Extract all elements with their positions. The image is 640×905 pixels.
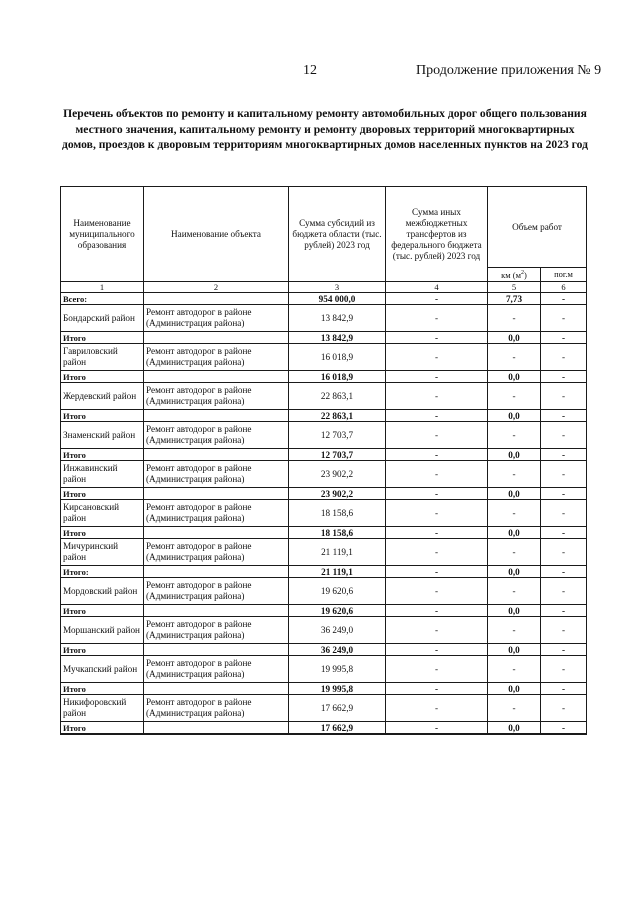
subtotal-row bbox=[61, 488, 587, 500]
district-name: Никифоровский район bbox=[61, 695, 144, 722]
subsidy-sum: 21 119,1 bbox=[289, 539, 386, 566]
subtotal-km: 0,0 bbox=[488, 488, 541, 500]
table-row bbox=[61, 422, 587, 449]
district-name: Мичуринский район bbox=[61, 539, 144, 566]
subtotal-object bbox=[144, 527, 289, 539]
subtotal-row bbox=[61, 605, 587, 617]
column-number: 5 bbox=[488, 282, 541, 293]
subsidy-sum: 16 018,9 bbox=[289, 344, 386, 371]
subtotal-label: Итого bbox=[61, 488, 144, 500]
header-subsidy: Сумма субсидий из бюджета области (тыс. рублей) 2023 год bbox=[289, 187, 386, 282]
table-row bbox=[61, 656, 587, 683]
grand-total-row bbox=[61, 293, 587, 305]
subtotal-label: Итого bbox=[61, 527, 144, 539]
table-row bbox=[61, 617, 587, 644]
km-value: - bbox=[488, 617, 541, 644]
district-name: Бондарский район bbox=[61, 305, 144, 332]
table-row bbox=[61, 461, 587, 488]
subtotal-sum: 13 842,9 bbox=[289, 332, 386, 344]
subtotal-km: 0,0 bbox=[488, 449, 541, 461]
subtotal-km: 0,0 bbox=[488, 605, 541, 617]
subtotal-object bbox=[144, 449, 289, 461]
subtotal-km: 0,0 bbox=[488, 527, 541, 539]
subtotal-row bbox=[61, 410, 587, 422]
subtotal-transfers: - bbox=[386, 722, 488, 735]
subtotal-label: Итого bbox=[61, 644, 144, 656]
object-name: Ремонт автодорог в районе (Администрация района) bbox=[144, 461, 289, 488]
km-value: - bbox=[488, 695, 541, 722]
subtotal-transfers: - bbox=[386, 683, 488, 695]
km-value: - bbox=[488, 383, 541, 410]
objects-table bbox=[60, 186, 587, 735]
subtotal-object bbox=[144, 644, 289, 656]
grand-total-sum: 954 000,0 bbox=[289, 293, 386, 305]
subsidy-sum: 19 620,6 bbox=[289, 578, 386, 605]
table-row bbox=[61, 383, 587, 410]
subtotal-m: - bbox=[541, 644, 587, 656]
district-name: Кирсановский район bbox=[61, 500, 144, 527]
subtotal-km: 0,0 bbox=[488, 644, 541, 656]
subtotal-m: - bbox=[541, 410, 587, 422]
transfers-value: - bbox=[386, 617, 488, 644]
subsidy-sum: 18 158,6 bbox=[289, 500, 386, 527]
subtotal-label: Итого bbox=[61, 722, 144, 735]
subtotal-m: - bbox=[541, 332, 587, 344]
transfers-value: - bbox=[386, 656, 488, 683]
km-value: - bbox=[488, 344, 541, 371]
subtotal-sum: 22 863,1 bbox=[289, 410, 386, 422]
document-title: Перечень объектов по ремонту и капитальному ремонту автомобильных дорог общего пользования местного значения, капитальному ремонту и ремонту дворовых территорий многоквартирных домов, проездов к дворовым территориям многоквартирных домов населенных пунктов на 2023 год bbox=[61, 107, 588, 152]
subtotal-transfers: - bbox=[386, 332, 488, 344]
subtotal-row bbox=[61, 332, 587, 344]
subtotal-sum: 17 662,9 bbox=[289, 722, 386, 735]
grand-total-m: - bbox=[541, 293, 587, 305]
subsidy-sum: 13 842,9 bbox=[289, 305, 386, 332]
km-value: - bbox=[488, 578, 541, 605]
transfers-value: - bbox=[386, 461, 488, 488]
km-value: - bbox=[488, 461, 541, 488]
subtotal-label: Итого bbox=[61, 371, 144, 383]
subsidy-sum: 17 662,9 bbox=[289, 695, 386, 722]
object-name: Ремонт автодорог в районе (Администрация района) bbox=[144, 383, 289, 410]
subtotal-km: 0,0 bbox=[488, 371, 541, 383]
km-value: - bbox=[488, 305, 541, 332]
m-value: - bbox=[541, 695, 587, 722]
subtotal-row bbox=[61, 527, 587, 539]
subsidy-sum: 36 249,0 bbox=[289, 617, 386, 644]
district-name: Гавриловский район bbox=[61, 344, 144, 371]
district-name: Мучкапский район bbox=[61, 656, 144, 683]
subtotal-row bbox=[61, 683, 587, 695]
subtotal-km: 0,0 bbox=[488, 683, 541, 695]
subtotal-m: - bbox=[541, 527, 587, 539]
object-name: Ремонт автодорог в районе (Администрация района) bbox=[144, 695, 289, 722]
table-row bbox=[61, 500, 587, 527]
subtotal-sum: 19 620,6 bbox=[289, 605, 386, 617]
subtotal-row bbox=[61, 449, 587, 461]
subtotal-m: - bbox=[541, 566, 587, 578]
grand-total-km: 7,73 bbox=[488, 293, 541, 305]
transfers-value: - bbox=[386, 578, 488, 605]
subtotal-m: - bbox=[541, 683, 587, 695]
m-value: - bbox=[541, 383, 587, 410]
header-object: Наименование объекта bbox=[144, 187, 289, 282]
subtotal-m: - bbox=[541, 605, 587, 617]
subtotal-m: - bbox=[541, 488, 587, 500]
subtotal-row bbox=[61, 722, 587, 735]
district-name: Инжавинский район bbox=[61, 461, 144, 488]
object-name: Ремонт автодорог в районе (Администрация района) bbox=[144, 656, 289, 683]
subtotal-object bbox=[144, 605, 289, 617]
subtotal-label: Итого bbox=[61, 605, 144, 617]
object-name: Ремонт автодорог в районе (Администрация района) bbox=[144, 344, 289, 371]
m-value: - bbox=[541, 578, 587, 605]
page-number: 12 bbox=[303, 63, 317, 78]
header-lin-m: пог.м bbox=[541, 268, 587, 282]
subtotal-m: - bbox=[541, 722, 587, 735]
subtotal-sum: 16 018,9 bbox=[289, 371, 386, 383]
subtotal-row bbox=[61, 371, 587, 383]
transfers-value: - bbox=[386, 305, 488, 332]
km-value: - bbox=[488, 422, 541, 449]
appendix-label: Продолжение приложения № 9 bbox=[416, 63, 602, 78]
object-name: Ремонт автодорог в районе (Администрация района) bbox=[144, 539, 289, 566]
column-number: 2 bbox=[144, 282, 289, 293]
subtotal-row bbox=[61, 566, 587, 578]
header-transfers: Сумма иных межбюджетных трансфертов из федерального бюджета (тыс. рублей) 2023 год bbox=[386, 187, 488, 282]
km-value: - bbox=[488, 539, 541, 566]
subtotal-label: Итого bbox=[61, 683, 144, 695]
subtotal-object bbox=[144, 566, 289, 578]
column-number: 6 bbox=[541, 282, 587, 293]
subtotal-object bbox=[144, 410, 289, 422]
subtotal-object bbox=[144, 488, 289, 500]
subtotal-transfers: - bbox=[386, 527, 488, 539]
subtotal-transfers: - bbox=[386, 488, 488, 500]
object-name: Ремонт автодорог в районе (Администрация района) bbox=[144, 617, 289, 644]
table-row bbox=[61, 578, 587, 605]
table-row bbox=[61, 695, 587, 722]
subtotal-object bbox=[144, 683, 289, 695]
district-name: Знаменский район bbox=[61, 422, 144, 449]
table-row bbox=[61, 305, 587, 332]
subtotal-label: Итого: bbox=[61, 566, 144, 578]
grand-total-object bbox=[144, 293, 289, 305]
subtotal-sum: 12 703,7 bbox=[289, 449, 386, 461]
subtotal-sum: 21 119,1 bbox=[289, 566, 386, 578]
header-volume: Объем работ bbox=[488, 187, 587, 268]
district-name: Мордовский район bbox=[61, 578, 144, 605]
grand-total-transfers: - bbox=[386, 293, 488, 305]
m-value: - bbox=[541, 500, 587, 527]
subtotal-sum: 18 158,6 bbox=[289, 527, 386, 539]
km-value: - bbox=[488, 656, 541, 683]
subsidy-sum: 22 863,1 bbox=[289, 383, 386, 410]
subtotal-object bbox=[144, 722, 289, 735]
m-value: - bbox=[541, 305, 587, 332]
district-name: Жердевский район bbox=[61, 383, 144, 410]
m-value: - bbox=[541, 656, 587, 683]
column-numbers-row bbox=[61, 282, 587, 293]
subtotal-object bbox=[144, 371, 289, 383]
subtotal-label: Итого bbox=[61, 410, 144, 422]
subtotal-object bbox=[144, 332, 289, 344]
subtotal-sum: 19 995,8 bbox=[289, 683, 386, 695]
object-name: Ремонт автодорог в районе (Администрация района) bbox=[144, 422, 289, 449]
m-value: - bbox=[541, 539, 587, 566]
subtotal-sum: 23 902,2 bbox=[289, 488, 386, 500]
subsidy-sum: 19 995,8 bbox=[289, 656, 386, 683]
column-number: 1 bbox=[61, 282, 144, 293]
object-name: Ремонт автодорог в районе (Администрация района) bbox=[144, 578, 289, 605]
subtotal-km: 0,0 bbox=[488, 332, 541, 344]
transfers-value: - bbox=[386, 695, 488, 722]
transfers-value: - bbox=[386, 422, 488, 449]
header-municipality: Наименование муниципального образования bbox=[61, 187, 144, 282]
m-value: - bbox=[541, 344, 587, 371]
m-value: - bbox=[541, 617, 587, 644]
table-row bbox=[61, 344, 587, 371]
subtotal-transfers: - bbox=[386, 566, 488, 578]
column-number: 3 bbox=[289, 282, 386, 293]
subtotal-transfers: - bbox=[386, 605, 488, 617]
subtotal-km: 0,0 bbox=[488, 410, 541, 422]
subsidy-sum: 23 902,2 bbox=[289, 461, 386, 488]
table-row bbox=[61, 539, 587, 566]
grand-total-label: Всего: bbox=[61, 293, 144, 305]
subtotal-transfers: - bbox=[386, 644, 488, 656]
subtotal-row bbox=[61, 644, 587, 656]
column-number: 4 bbox=[386, 282, 488, 293]
header-km: км $(м^2)$ bbox=[488, 268, 541, 282]
subtotal-m: - bbox=[541, 371, 587, 383]
m-value: - bbox=[541, 461, 587, 488]
subtotal-km: 0,0 bbox=[488, 722, 541, 735]
district-name: Моршанский район bbox=[61, 617, 144, 644]
transfers-value: - bbox=[386, 539, 488, 566]
subtotal-m: - bbox=[541, 449, 587, 461]
subtotal-transfers: - bbox=[386, 371, 488, 383]
subtotal-transfers: - bbox=[386, 410, 488, 422]
object-name: Ремонт автодорог в районе (Администрация района) bbox=[144, 500, 289, 527]
header-row bbox=[61, 187, 587, 268]
m-value: - bbox=[541, 422, 587, 449]
subtotal-sum: 36 249,0 bbox=[289, 644, 386, 656]
transfers-value: - bbox=[386, 344, 488, 371]
subtotal-km: 0,0 bbox=[488, 566, 541, 578]
subtotal-label: Итого bbox=[61, 332, 144, 344]
object-name: Ремонт автодорог в районе (Администрация района) bbox=[144, 305, 289, 332]
transfers-value: - bbox=[386, 383, 488, 410]
subsidy-sum: 12 703,7 bbox=[289, 422, 386, 449]
subtotal-label: Итого bbox=[61, 449, 144, 461]
km-value: - bbox=[488, 500, 541, 527]
subtotal-transfers: - bbox=[386, 449, 488, 461]
transfers-value: - bbox=[386, 500, 488, 527]
